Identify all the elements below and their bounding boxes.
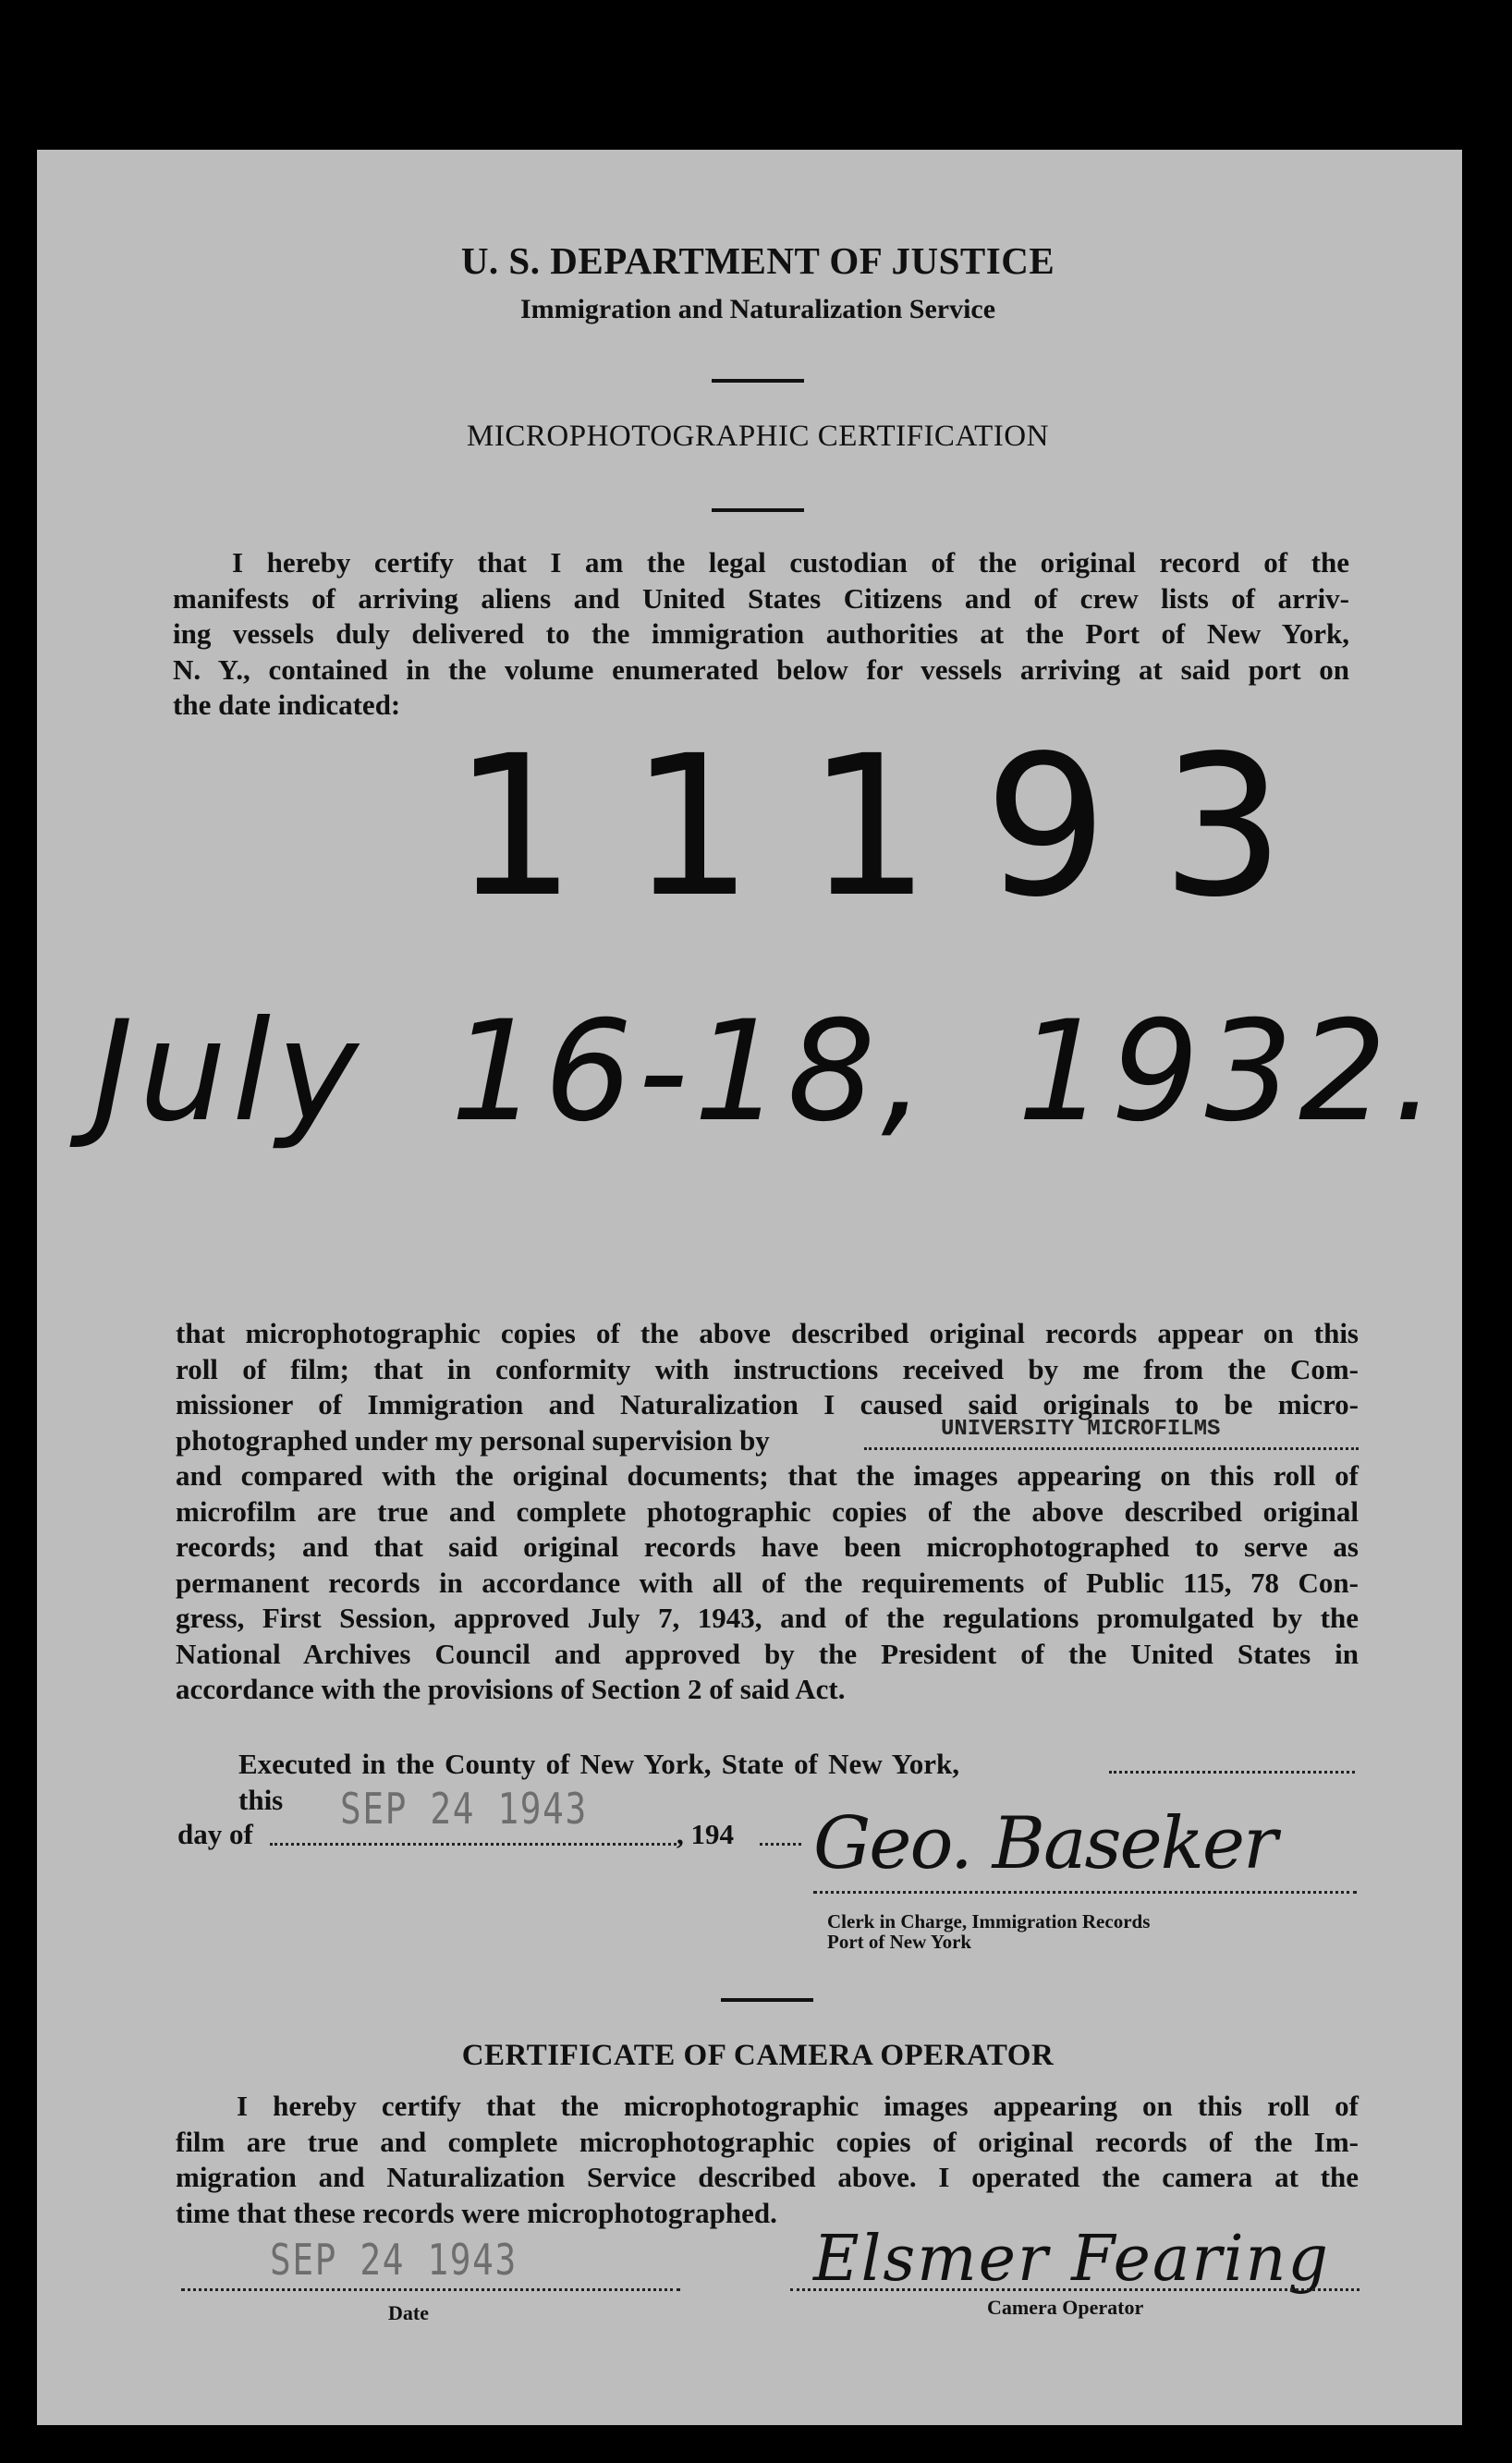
department-title: U. S. DEPARTMENT OF JUSTICE	[460, 239, 1055, 282]
clerk-title: Clerk in Charge, Immigration Records	[827, 1910, 1151, 1933]
clerk-signature: Geo. Baseker	[813, 1802, 1276, 1885]
paragraph-line: that microphotographic copies of the above described original records appear on this	[176, 1317, 1359, 1349]
operator-date-stamp: SEP 24 1943	[270, 2235, 518, 2285]
paragraph-line: film are true and complete microphotographic copies of original records of the Im-	[176, 2125, 1359, 2158]
operator-signature-line	[790, 2288, 1360, 2291]
execution-day-fill	[1109, 1771, 1355, 1774]
paragraph-line: microfilm are true and complete photographic copies of the above described original	[176, 1494, 1359, 1528]
paragraph-line: I hereby certify that I am the legal custodian of the original record of the	[232, 546, 1349, 579]
paragraph-line: ing vessels duly delivered to the immigration authorities at the Port of New York,	[173, 617, 1349, 650]
custodian-paragraph	[173, 545, 1349, 724]
paragraph-line: time that these records were microphotographed.	[176, 2196, 777, 2229]
camera-operator-paragraph	[176, 2089, 1359, 2231]
execution-line: Executed in the County of New York, State of New York, this	[238, 1748, 959, 1816]
paragraph-line: manifests of arriving aliens and United States Citizens and of crew lists of arriv-	[173, 581, 1349, 615]
service-subtitle: Immigration and Naturalization Service	[519, 294, 996, 324]
paragraph-line: accordance with the provisions of Section 2 of said Act.	[176, 1673, 846, 1705]
paragraph-line: missioner of Immigration and Naturalization I caused said originals to be micro-	[176, 1388, 1359, 1420]
paragraph-line	[176, 1416, 1359, 1459]
handwritten-volume-number: 11193	[453, 713, 1339, 940]
day-fill-line	[270, 1843, 677, 1846]
supervision-text: photographed under my personal supervision by	[176, 1423, 770, 1457]
year-prefix: , 194	[677, 1818, 734, 1850]
certification-title: MICROPHOTOGRAPHIC CERTIFICATION	[467, 420, 1049, 453]
microfilmer-name: UNIVERSITY MICROFILMS	[941, 1416, 1221, 1442]
paragraph-line: records; and that said original records have been microphotographed to serve as	[176, 1530, 1359, 1563]
camera-operator-heading: CERTIFICATE OF CAMERA OPERATOR	[461, 2039, 1055, 2072]
paragraph-line: roll of film; that in conformity with instructions received by me from the Com-	[176, 1352, 1359, 1385]
paragraph-line: National Archives Council and approved by the President of the United States in	[176, 1637, 1359, 1670]
handwritten-date-range: July 16-18, 1932.	[92, 992, 1443, 1152]
paragraph-line: the date indicated:	[173, 689, 401, 721]
paragraph-line: N. Y., contained in the volume enumerated below for vessels arriving at said port on	[173, 652, 1349, 686]
paragraph-line: permanent records in accordance with all of the requirements of Public 115, 78 Con-	[176, 1566, 1359, 1599]
date-label: Date	[388, 2301, 429, 2324]
camera-operator-signature: Elsmer Fearing	[813, 2223, 1330, 2296]
header-divider	[712, 379, 804, 383]
day-of-label: day of	[177, 1818, 253, 1850]
paragraph-line: I hereby certify that the microphotographic images appearing on this roll of	[237, 2090, 1359, 2122]
year-fill-line	[760, 1843, 801, 1846]
certification-divider	[712, 508, 804, 512]
paragraph-line: and compared with the original documents; that the images appearing on this roll of	[176, 1459, 1359, 1492]
date-fill-line	[181, 2288, 680, 2291]
clerk-location: Port of New York	[827, 1931, 972, 1953]
certificate-page	[37, 150, 1462, 2425]
clerk-signature-line	[813, 1891, 1357, 1894]
execution-date-stamp: SEP 24 1943	[340, 1784, 588, 1834]
paragraph-line: migration and Naturalization Service described above. I operated the camera at the	[176, 2161, 1359, 2193]
conformity-paragraph	[176, 1316, 1359, 1708]
paragraph-line: gress, First Session, approved July 7, 1943, and of the regulations promulgated by the	[176, 1602, 1359, 1634]
camera-operator-label: Camera Operator	[987, 2296, 1144, 2319]
section-divider	[721, 1998, 813, 2002]
